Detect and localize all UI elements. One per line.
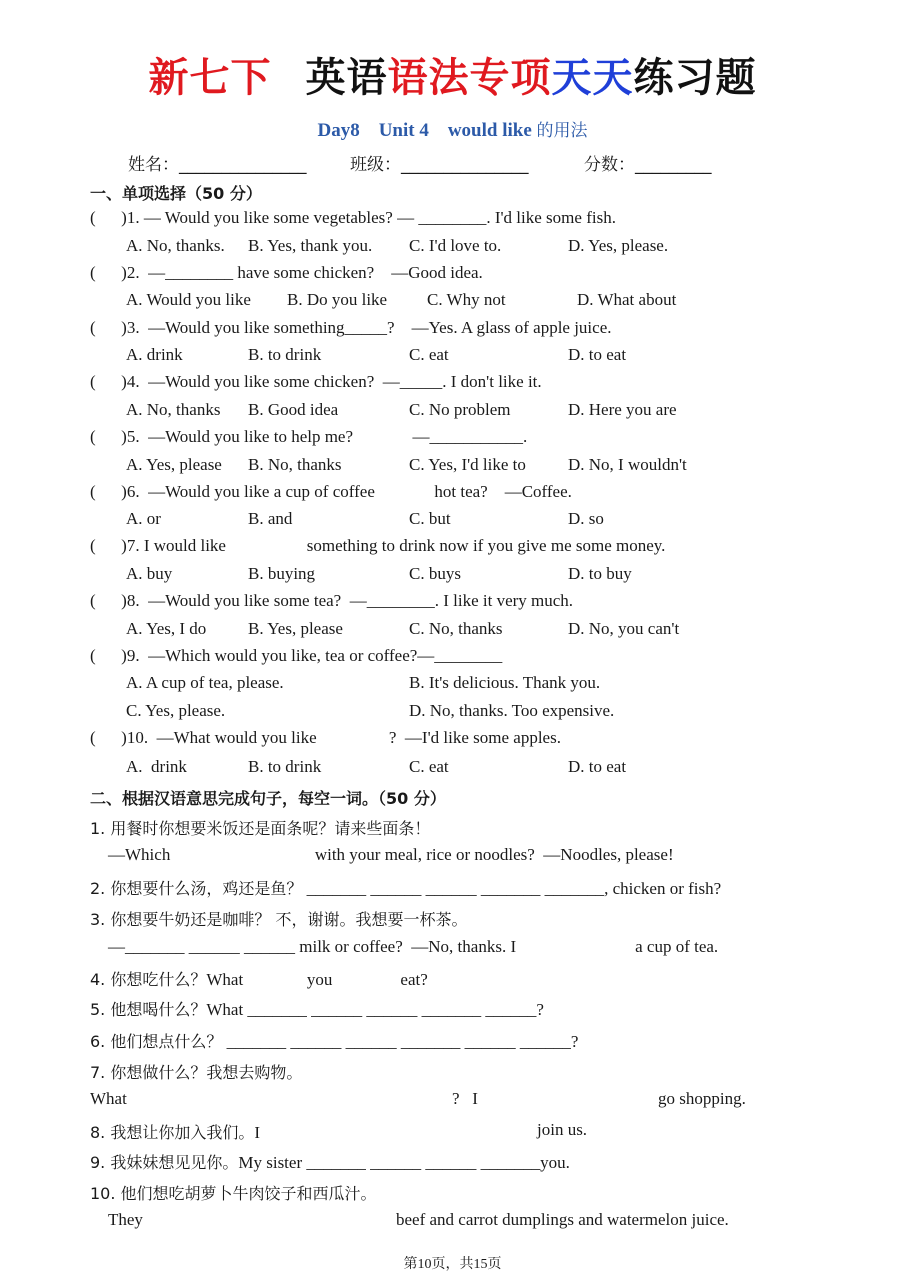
fill-4-prompt: 4. 你想吃什么？ bbox=[90, 970, 207, 989]
question-5: ( )5. —Would you like to help me? —___________. bbox=[90, 427, 528, 446]
subtitle-cn: 的用法 bbox=[536, 121, 588, 141]
q6-option-a: A. or bbox=[126, 509, 161, 528]
fill-8-answer-a: I bbox=[254, 1123, 261, 1142]
q1-option-d: D. Yes, please. bbox=[568, 236, 669, 255]
fill-6-line bbox=[90, 1029, 578, 1052]
question-6: ( )6. —Would you like a cup of coffee hot tea? —Coffee. bbox=[90, 482, 572, 501]
title-part2: 英语 bbox=[305, 55, 388, 101]
fill-1-answer: —Which with your meal, rice or noodles? —Noodles, please! bbox=[108, 845, 674, 864]
score-field: 分数：_________ bbox=[584, 155, 712, 175]
name-field: 姓名：_______________ bbox=[128, 155, 307, 175]
question-9: ( )9. —Which would you like, tea or coffee?—________ bbox=[90, 646, 503, 665]
fill-6-prompt: 6. 他们想点什么？ bbox=[90, 1032, 223, 1051]
q1-option-a: A. No, thanks. bbox=[126, 236, 225, 255]
q9-option-c: C. Yes, please. bbox=[126, 701, 226, 720]
q8-option-c: C. No, thanks bbox=[409, 619, 503, 638]
fill-10-prompt: 10. 他们想吃胡萝卜牛肉饺子和西瓜汁。 bbox=[90, 1184, 377, 1203]
fill-7-answer-b: ? I bbox=[452, 1089, 478, 1108]
q10-option-c: C. eat bbox=[409, 757, 449, 776]
title-part5: 练习题 bbox=[633, 55, 757, 101]
fill-10-answer-b: beef and carrot dumplings and watermelon juice. bbox=[396, 1210, 729, 1229]
fill-8-prompt: 8. 我想让你加入我们。 bbox=[90, 1123, 255, 1142]
q8-option-d: D. No, you can't bbox=[568, 619, 680, 638]
fill-10-answer-a: They bbox=[108, 1210, 143, 1229]
q6-option-c: C. but bbox=[409, 509, 451, 528]
title-part1: 新七下 bbox=[148, 55, 272, 101]
q9-option-a: A. A cup of tea, please. bbox=[126, 673, 284, 692]
q2-option-c: C. Why not bbox=[427, 290, 506, 309]
q3-option-d: D. to eat bbox=[568, 345, 627, 364]
q9-option-b: B. It's delicious. Thank you. bbox=[409, 673, 601, 692]
question-1: ( )1. — Would you like some vegetables? — ________. I'd like some fish. bbox=[90, 208, 616, 227]
question-7: ( )7. I would like something to drink now if you give me some money. bbox=[90, 536, 666, 555]
fill-7-answer-c: go shopping. bbox=[658, 1089, 746, 1108]
q7-option-b: B. buying bbox=[248, 564, 316, 583]
fill-8-line bbox=[90, 1120, 260, 1143]
fill-2-prompt: 2. 你想要什么汤，鸡还是鱼？ bbox=[90, 879, 303, 898]
fill-1-prompt: 1. 用餐时你想要米饭还是面条呢？请来些面条！ bbox=[90, 819, 431, 838]
q6-option-b: B. and bbox=[248, 509, 293, 528]
q3-option-a: A. drink bbox=[126, 345, 183, 364]
title-part4: 天天 bbox=[551, 55, 634, 101]
fill-7-prompt: 7. 你想做什么？我想去购物。 bbox=[90, 1063, 303, 1082]
fill-7-answer-a: What bbox=[90, 1089, 127, 1108]
fill-3-prompt: 3. 你想要牛奶还是咖啡？ 不，谢谢。我想要一杯茶。 bbox=[90, 910, 468, 929]
q2-option-b: B. Do you like bbox=[287, 290, 388, 309]
fill-2-answer: _______ ______ ______ _______ _______, chicken or fish? bbox=[306, 879, 722, 898]
fill-3-answer: —_______ ______ ______ milk or coffee? —No, thanks. I a cup of tea. bbox=[108, 937, 719, 956]
question-10: ( )10. —What would you like ? —I'd like some apples. bbox=[90, 728, 561, 747]
section1-heading: 一、单项选择（50 分） bbox=[90, 184, 262, 203]
class-field: 班级：_______________ bbox=[350, 155, 529, 175]
section2-heading: 二、根据汉语意思完成句子，每空一词。（50 分） bbox=[90, 789, 446, 808]
q7-option-d: D. to buy bbox=[568, 564, 632, 583]
q5-option-a: A. Yes, please bbox=[126, 455, 222, 474]
q8-option-b: B. Yes, please bbox=[248, 619, 343, 638]
q3-option-b: B. to drink bbox=[248, 345, 322, 364]
fill-5-answer: What _______ ______ ______ _______ ______? bbox=[206, 1000, 544, 1019]
fill-9-line bbox=[90, 1150, 570, 1173]
page-title bbox=[0, 46, 905, 103]
fill-9-prompt: 9. 我妹妹想见见你。 bbox=[90, 1153, 239, 1172]
subtitle bbox=[0, 116, 905, 142]
q2-option-a: A. Would you like bbox=[126, 290, 251, 309]
q5-option-d: D. No, I wouldn't bbox=[568, 455, 687, 474]
question-8: ( )8. —Would you like some tea? —________. I like it very much. bbox=[90, 591, 574, 610]
fill-4-line bbox=[90, 967, 428, 990]
fill-9-answer: My sister _______ ______ ______ _______you. bbox=[238, 1153, 570, 1172]
fill-5-prompt: 5. 他想喝什么？ bbox=[90, 1000, 207, 1019]
q6-option-d: D. so bbox=[568, 509, 604, 528]
question-3: ( )3. —Would you like something_____? —Yes. A glass of apple juice. bbox=[90, 318, 612, 337]
title-part3: 语法专项 bbox=[387, 55, 552, 101]
subtitle-text: Day8 Unit 4 would like bbox=[317, 120, 537, 141]
fill-4-answer: What you eat? bbox=[206, 970, 428, 989]
fill-2-line bbox=[90, 876, 721, 899]
q4-option-a: A. No, thanks bbox=[126, 400, 221, 419]
q9-option-d: D. No, thanks. Too expensive. bbox=[409, 701, 615, 720]
fill-5-line bbox=[90, 997, 544, 1020]
q10-option-a: A. drink bbox=[126, 757, 187, 776]
q5-option-b: B. No, thanks bbox=[248, 455, 342, 474]
q10-option-d: D. to eat bbox=[568, 757, 627, 776]
q1-option-c: C. I'd love to. bbox=[409, 236, 502, 255]
q5-option-c: C. Yes, I'd like to bbox=[409, 455, 526, 474]
q4-option-b: B. Good idea bbox=[248, 400, 339, 419]
q3-option-c: C. eat bbox=[409, 345, 449, 364]
page-number: 第10页，共15页 bbox=[403, 1257, 502, 1272]
fill-6-answer: _______ ______ ______ _______ ______ ______? bbox=[226, 1032, 579, 1051]
q4-option-d: D. Here you are bbox=[568, 400, 677, 419]
fill-8-answer-b: join us. bbox=[537, 1120, 588, 1139]
q7-option-c: C. buys bbox=[409, 564, 461, 583]
q4-option-c: C. No problem bbox=[409, 400, 511, 419]
question-2: ( )2. —________ have some chicken? —Good idea. bbox=[90, 263, 483, 282]
q7-option-a: A. buy bbox=[126, 564, 173, 583]
question-4: ( )4. —Would you like some chicken? —_____. I don't like it. bbox=[90, 372, 542, 391]
q10-option-b: B. to drink bbox=[248, 757, 322, 776]
q8-option-a: A. Yes, I do bbox=[126, 619, 207, 638]
q2-option-d: D. What about bbox=[577, 290, 677, 309]
q1-option-b: B. Yes, thank you. bbox=[248, 236, 373, 255]
